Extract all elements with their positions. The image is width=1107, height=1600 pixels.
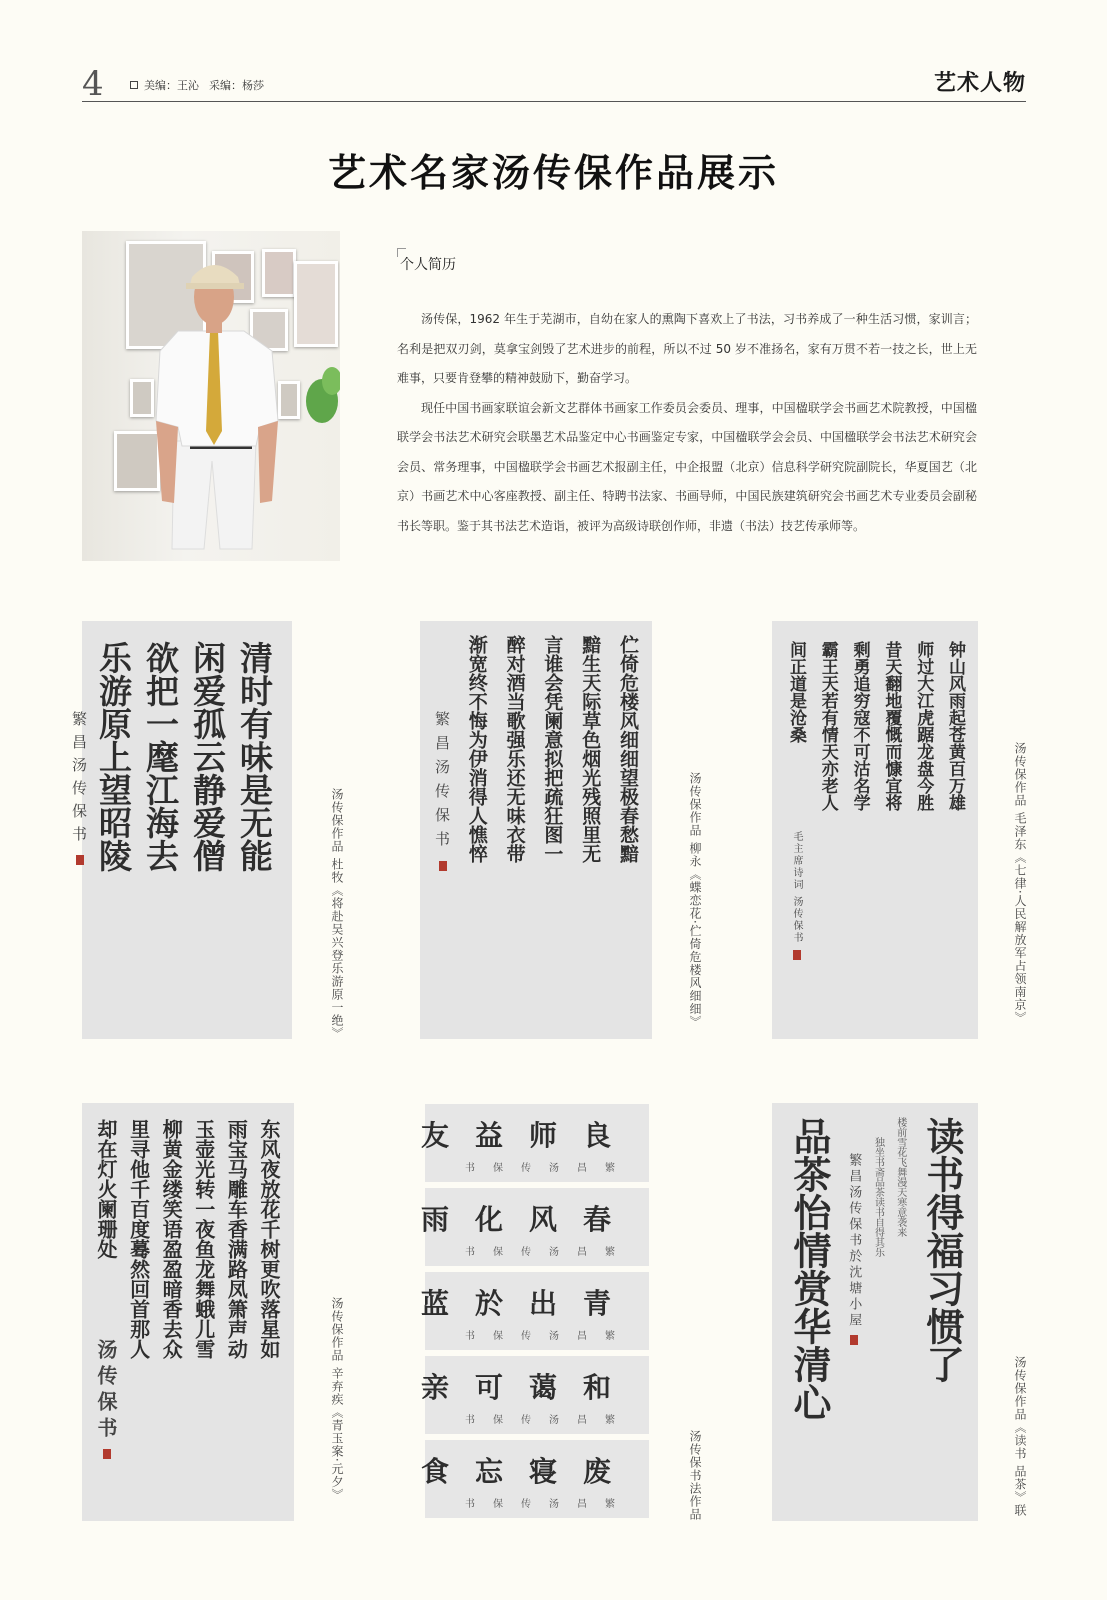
calligraphy-column: 乐游原上望昭陵 — [94, 641, 133, 872]
strip-characters: 青出於蓝 — [420, 1287, 637, 1320]
artwork-mao-zedong — [772, 621, 978, 1039]
editor: 采编：杨莎 — [209, 79, 264, 92]
strip-characters: 春风化雨 — [420, 1203, 637, 1236]
strip-characters: 废寝忘食 — [420, 1455, 637, 1488]
inscription-column: 楼前雪花飞舞漫天寒意袭来 — [894, 1117, 906, 1237]
artwork-du-mu — [70, 621, 292, 1039]
calligraphy-column: 剩勇追穷寇不可沽名学 — [849, 641, 870, 811]
page-title: 艺术名家汤传保作品展示 — [327, 150, 779, 195]
square-bullet-icon — [130, 81, 138, 89]
bio-text — [397, 305, 977, 541]
calligraphy-column: 渐宽终不悔为伊消得人憔悴 — [465, 635, 488, 863]
calligraphy-column: 品茶怡情赏华清心 — [787, 1117, 832, 1421]
seal-stamp-icon — [850, 1335, 858, 1345]
strip-characters: 良师益友 — [420, 1119, 637, 1152]
bio-paragraph: 汤传保，1962 年生于芜湖市，自幼在家人的熏陶下喜欢上了书法，习书养成了一种生活习惯，家训言；名利是把双刃剑，莫拿宝剑毁了艺术进步的前程，所以不过 50 岁不准扬名，家有万贯不若一技之长，世上无难事，只要肯登攀的精神鼓励下，勤奋学习。 — [397, 312, 977, 385]
calligraphy-column: 钟山风雨起苍黄百万雄 — [944, 641, 965, 811]
artist-signature: 繁昌汤传保书 — [465, 1247, 633, 1258]
artist-signature: 繁昌汤传保书 — [433, 711, 451, 855]
calligraphy-column: 清时有味是无能 — [235, 641, 274, 872]
seal-stamp-icon — [76, 855, 84, 865]
bio-heading: 个人简历 — [400, 254, 456, 274]
artist-signature: 繁昌汤传保书於沈塘小屋 — [846, 1153, 862, 1329]
artwork-caption: 汤传保作品 柳永《蝶恋花·伫倚危楼风细细》 — [688, 772, 702, 1029]
calligraphy-column: 玉壶光转一夜鱼龙舞蛾儿雪 — [191, 1119, 216, 1359]
calligraphy-column: 柳黄金缕笑语盈盈暗香去众 — [159, 1119, 184, 1359]
calligraphy-column: 黯生天际草色烟光残照里无 — [579, 635, 602, 863]
calligraphy-column: 却在灯火阑珊处 — [94, 1119, 118, 1259]
calligraphy-column: 闲爱孤云静爱僧 — [188, 641, 227, 872]
artist-signature: 繁昌汤传保书 — [465, 1415, 633, 1426]
artwork-caption: 汤传保作品 毛泽东《七律·人民解放军占领南京》 — [1013, 742, 1027, 1025]
calligraphy-column: 言谁会凭阑意拟把疏狂图一 — [541, 635, 564, 863]
page-header — [82, 62, 1026, 102]
seal-stamp-icon — [439, 861, 447, 871]
artist-signature: 繁昌汤传保书 — [465, 1163, 633, 1174]
artwork-liu-yong — [420, 621, 652, 1039]
seal-stamp-icon — [793, 950, 801, 960]
bio-paragraph: 现任中国书画家联谊会新文艺群体书画家工作委员会委员、理事，中国楹联学会书画艺术院教授，中国楹联学会书法艺术研究会联墨艺术品鉴定中心书画鉴定专家，中国楹联学会会员、中国楹联学会书法艺术研究会会员、常务理事，中国楹联学会书画艺术报副主任，中企报盟（北京）信息科学研究院副院长，华夏国艺（北京）书画艺术中心客座教授、副主任、特聘书法家、书画导师，中国民族建筑研究会书画艺术专业委员会副秘书长等职。鉴于其书法艺术造诣，被评为高级诗联创作师，非遗（书法）技艺传承师等。 — [397, 400, 977, 533]
artwork-caption: 汤传保作品 杜牧《将赴吴兴登乐游原一绝》 — [330, 788, 344, 1040]
strip-characters: 和蔼可亲 — [420, 1371, 637, 1404]
artwork-caption: 汤传保作品《读书 品茶》联 — [1013, 1356, 1027, 1517]
artwork-strip — [420, 1188, 649, 1266]
artwork-strip — [420, 1272, 649, 1350]
calligraphy-column: 读书得福习惯了 — [920, 1117, 965, 1383]
calligraphy-column: 间正道是沧桑 — [786, 641, 806, 743]
artist-portrait — [82, 231, 340, 561]
artwork-caption: 汤传保作品 辛弃疾《青玉案·元夕》 — [330, 1297, 344, 1502]
artwork-xin-qiji — [82, 1103, 294, 1521]
artist-signature: 毛主席诗词 汤传保书 — [791, 831, 802, 945]
artwork-strip — [420, 1104, 649, 1182]
art-editor: 美编：王沁 — [144, 79, 199, 92]
artist-signature: 繁昌汤传保书 — [465, 1331, 633, 1342]
calligraphy-column: 雨宝马雕车香满路凤箫声动 — [224, 1119, 249, 1359]
editor-credits — [130, 77, 264, 93]
calligraphy-column: 伫倚危楼风细细望极春愁黯 — [616, 635, 639, 863]
inscription-column: 独坐书斋品茶读书自得其乐 — [872, 1137, 884, 1257]
seal-stamp-icon — [103, 1449, 111, 1459]
calligraphy-column: 昔天翻地覆慨而慷宜将 — [881, 641, 902, 811]
artist-signature: 繁昌汤传保书 — [70, 711, 88, 849]
calligraphy-column: 师过大江虎踞龙盘今胜 — [913, 641, 934, 811]
artwork-couplet — [772, 1103, 978, 1521]
page-number: 4 — [82, 64, 104, 104]
calligraphy-column: 东风夜放花千树更吹落星如 — [256, 1119, 281, 1359]
artwork-strip — [420, 1356, 649, 1434]
artwork-caption: 汤传保书法作品 — [688, 1430, 702, 1521]
artist-signature: 繁昌汤传保书 — [465, 1499, 633, 1510]
calligraphy-column: 醉对酒当歌强乐还无味衣带 — [503, 635, 526, 863]
calligraphy-column: 里寻他千百度蓦然回首那人 — [126, 1119, 151, 1359]
artwork-strip — [420, 1440, 649, 1518]
artist-signature: 汤传保书 — [94, 1339, 118, 1443]
calligraphy-column: 霸王天若有情天亦老人 — [817, 641, 838, 811]
section-title: 艺术人物 — [933, 71, 1026, 96]
person-figure — [82, 231, 340, 561]
calligraphy-column: 欲把一麾江海去 — [141, 641, 180, 872]
